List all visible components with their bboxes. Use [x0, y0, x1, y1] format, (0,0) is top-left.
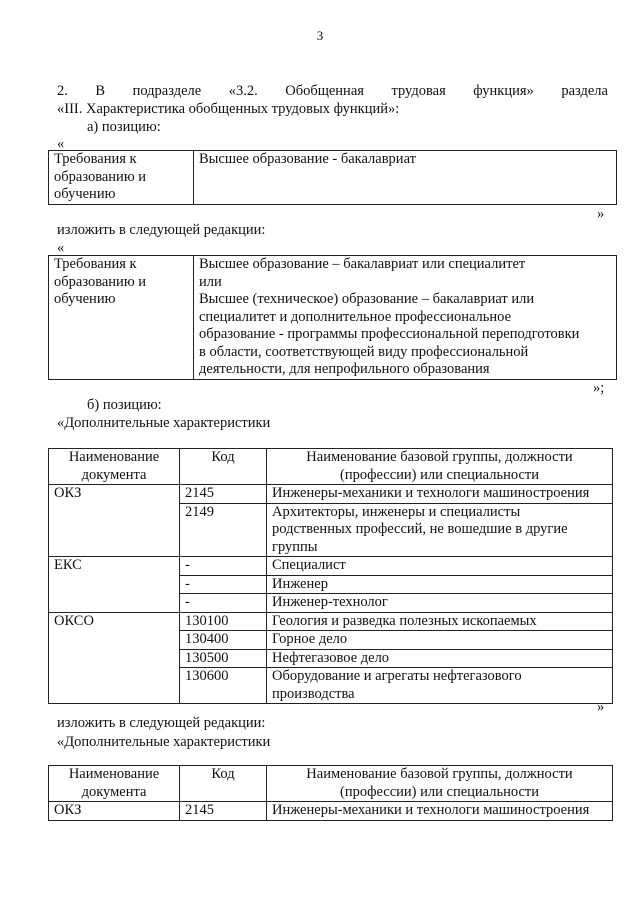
requirement-label-cell: Требования к образованию и обучению [49, 151, 194, 205]
close-quote: » [597, 699, 605, 715]
table-row [49, 151, 617, 205]
paragraph-word: «3.2. [228, 83, 258, 99]
header-doc: Наименование документа [49, 766, 180, 802]
section-title: «Дополнительные характеристики [57, 415, 271, 431]
replace-instruction: изложить в следующей редакции: [57, 715, 266, 731]
characteristics-table-new [48, 765, 613, 821]
name-cell: Специалист [267, 557, 613, 576]
table-header-row [49, 449, 613, 485]
paragraph-word: 2. [57, 83, 68, 99]
code-cell: 2145 [180, 485, 267, 504]
name-cell: Оборудование и агрегаты нефтегазового производства [267, 668, 613, 704]
header-name: Наименование базовой группы, должности (профессии) или специальности [267, 449, 613, 485]
code-cell: - [180, 594, 267, 613]
name-cell: Нефтегазовое дело [267, 649, 613, 668]
paragraph-word: подразделе [132, 83, 202, 99]
code-cell: - [180, 557, 267, 576]
header-name: Наименование базовой группы, должности (профессии) или специальности [267, 766, 613, 802]
code-cell: 2145 [180, 802, 267, 821]
requirement-label-cell: Требования к образованию и обучению [49, 256, 194, 380]
code-cell: 130100 [180, 612, 267, 631]
paragraph-word: Обобщенная [285, 83, 364, 99]
paragraph-word: В [95, 83, 106, 99]
item-b: б) позицию: [87, 397, 162, 413]
open-quote: « [57, 136, 65, 152]
code-cell: 130500 [180, 649, 267, 668]
close-quote: »; [593, 380, 605, 396]
name-cell: Инженер [267, 575, 613, 594]
paragraph-line-2: «III. Характеристика обобщенных трудовых функций»: [57, 101, 400, 117]
paragraph-word: трудовая [391, 83, 446, 99]
doc-cell: ОКСО [49, 612, 180, 704]
item-a: а) позицию: [87, 119, 161, 135]
requirement-value-cell: Высшее образование - бакалавриат [194, 151, 617, 205]
code-cell: - [180, 575, 267, 594]
open-quote: « [57, 240, 65, 256]
table-row [49, 802, 613, 821]
header-code: Код [180, 449, 267, 485]
characteristics-table-old [48, 448, 613, 704]
section-title: «Дополнительные характеристики [57, 734, 271, 750]
close-quote: » [597, 206, 605, 222]
education-table-old [48, 150, 617, 205]
paragraph-word: функция» [473, 83, 534, 99]
name-cell: Инженеры-механики и технологи машиностроения [267, 802, 613, 821]
requirement-value-cell: Высшее образование – бакалавриат или специалитет или Высшее (техническое) образование – бакалавриат или специалитет и дополнительное профессиональное образование - программы профессиональной переподготовки в области, соответствующей виду профессиональной деятельности, для непрофильного образования [194, 256, 617, 380]
doc-cell: ОКЗ [49, 485, 180, 557]
paragraph-line-1 [57, 83, 608, 100]
table-row [49, 485, 613, 504]
code-cell: 130400 [180, 631, 267, 650]
code-cell: 130600 [180, 668, 267, 704]
name-cell: Инженер-технолог [267, 594, 613, 613]
name-cell: Архитекторы, инженеры и специалисты родственных профессий, не вошедшие в другие группы [267, 503, 613, 557]
paragraph-word: раздела [561, 83, 608, 99]
table-header-row [49, 766, 613, 802]
doc-cell: ЕКС [49, 557, 180, 613]
header-doc: Наименование документа [49, 449, 180, 485]
replace-instruction: изложить в следующей редакции: [57, 222, 266, 238]
page-number: 3 [316, 28, 324, 43]
name-cell: Горное дело [267, 631, 613, 650]
table-row [49, 256, 617, 380]
name-cell: Геология и разведка полезных ископаемых [267, 612, 613, 631]
code-cell: 2149 [180, 503, 267, 557]
table-row [49, 557, 613, 576]
table-row [49, 612, 613, 631]
name-cell: Инженеры-механики и технологи машиностроения [267, 485, 613, 504]
header-code: Код [180, 766, 267, 802]
education-table-new [48, 255, 617, 380]
doc-cell: ОКЗ [49, 802, 180, 821]
